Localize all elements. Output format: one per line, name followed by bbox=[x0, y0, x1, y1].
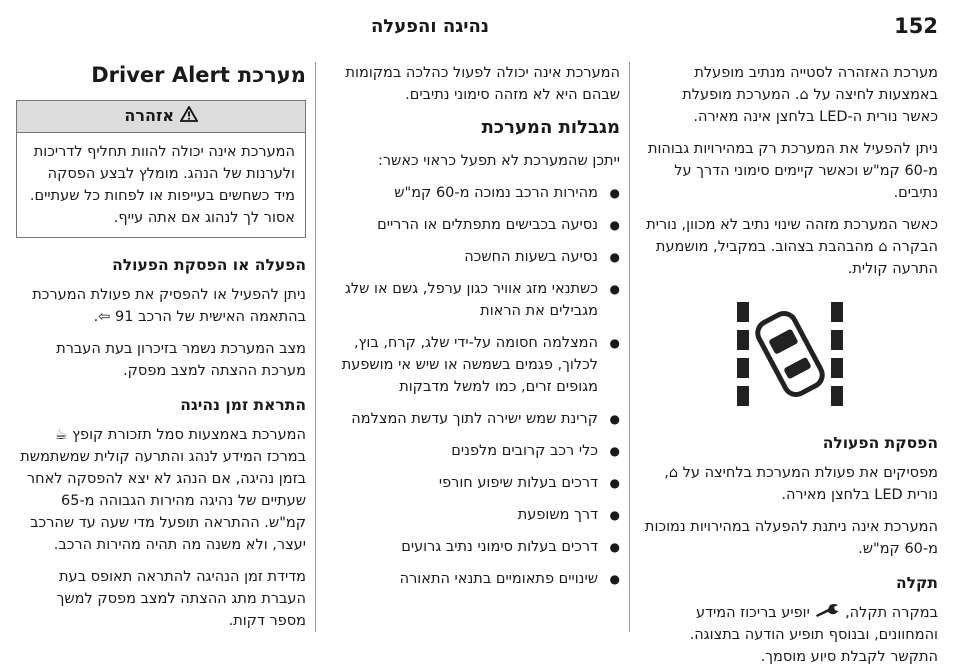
column-divider bbox=[315, 62, 316, 632]
on-off-heading: הפעלה או הפסקת הפעולה bbox=[112, 255, 306, 274]
warning-header bbox=[17, 101, 305, 133]
column-left bbox=[16, 62, 306, 632]
page-header bbox=[0, 0, 960, 46]
list-item: ● דרך משופעת bbox=[330, 504, 620, 526]
list-item: ● שינויים פתאומיים בתנאי התאורה bbox=[330, 568, 620, 590]
lane-departure-detection: כאשר המערכת מזהה שינוי נתיב לא מכוון, נורית הבקרה ⌂ מהבהבת בצהוב. במקביל, מושמעת התרעה קולית. bbox=[646, 217, 938, 277]
lane-departure-intro: מערכת האזהרה לסטייה מנתיב מופעלת באמצעות לחיצה על ⌂. המערכת מופעלת כאשר נורית ה-LED בלחצן אינה מאירה. bbox=[682, 65, 938, 125]
warning-text: המערכת אינה יכולה להוות תחליף לדריכות ולערנות של הנהג. מומלץ לבצע הפסקה מיד כשחשים בעייפות או לפחות כל שעתיים. אסור לך לנהוג אם אתה עייף. bbox=[29, 143, 295, 226]
warning-label: אזהרה bbox=[124, 106, 175, 125]
column-middle bbox=[330, 62, 620, 632]
lane-departure-icon bbox=[715, 294, 865, 414]
column-right bbox=[642, 62, 938, 665]
list-item: ● נסיעה בשעות החשכה bbox=[330, 246, 620, 268]
warning-box bbox=[16, 100, 306, 238]
wrench-icon bbox=[814, 602, 840, 624]
list-item: ● קרינת שמש ישירה לתוך עדשת המצלמה bbox=[330, 408, 620, 430]
column-divider bbox=[629, 62, 630, 632]
section-title-hebrew: מערכת bbox=[237, 63, 306, 87]
list-item: ● המצלמה חסומה על-ידי שלג, קרח, בוץ, לכלוך, פגמים בשמשה או שיש אי מושפעת מגופים זרים, כמו למשל מדבקות bbox=[330, 332, 620, 398]
memory-text: מצב המערכת נשמר בזיכרון בעת העברת מערכת ההצתה למצב מפסק. bbox=[56, 340, 306, 379]
list-item: ● מהירות הרכב נמוכה מ-60 קמ"ש bbox=[330, 182, 620, 204]
driving-time-heading: התראת זמן נהיגה bbox=[180, 395, 306, 414]
running-head: נהיגה והפעלה bbox=[370, 16, 490, 37]
list-item: ● דרכים בעלות שיפוע חורפי bbox=[330, 472, 620, 494]
section-title-latin: Driver Alert bbox=[91, 63, 230, 87]
list-item: ● כלי רכב קרובים מלפנים bbox=[330, 440, 620, 462]
deactivation-text: מפסיקים את פעולת המערכת בלחיצה על ⌂, נורית LED בלחצן מאירה. bbox=[664, 465, 938, 503]
deactivation-heading: הפסקת הפעולה bbox=[822, 434, 938, 452]
fault-text-post: יופיע בריכוז המידע והמחוונים, ובנוסף תופיע הודעה בתצוגה. התקשר לקבלת סיוע מוסמך. bbox=[689, 605, 938, 665]
section-title bbox=[16, 62, 306, 88]
limits-intro: המערכת אינה יכולה לפעול כהלכה במקומות שבהם היא לא מזהה סימוני נתיבים. bbox=[345, 65, 620, 103]
limits-lead: ייתכן שהמערכת לא תפעל כראוי כאשר: bbox=[377, 153, 620, 169]
reset-text: מדידת זמן הנהיגה להתראה תאופס בעת העברת מתג ההצתה למצב מפסק למשך מספר דקות. bbox=[56, 568, 306, 629]
list-item: ● דרכים בעלות סימוני נתיב גרועים bbox=[330, 536, 620, 558]
on-off-text: ניתן להפעיל או להפסיק את פעולת המערכת בהתאמה האישית של הרכב 91 ⇦. bbox=[32, 286, 306, 325]
warning-triangle-icon bbox=[180, 106, 198, 128]
fault-text bbox=[642, 602, 938, 668]
system-limits-heading: מגבלות המערכת bbox=[481, 117, 620, 138]
lane-departure-speed: ניתן להפעיל את המערכת רק במהירויות גבוהות מ-60 קמ"ש וכאשר קיימים סימוני הדרך על נתיבים. bbox=[647, 141, 938, 201]
list-item: ● כשתנאי מזג אוויר כגון ערפל, גשם או שלג מגבילים את הראות bbox=[330, 278, 620, 322]
list-item: ● נסיעה בכבישים מתפתלים או הרריים bbox=[330, 214, 620, 236]
limits-list bbox=[330, 182, 620, 590]
fault-text-pre: במקרה תקלה, bbox=[845, 605, 938, 621]
deactivation-speed: המערכת אינה ניתנת להפעלה במהירויות נמוכות מ-60 קמ"ש. bbox=[644, 519, 938, 557]
driving-time-text: המערכת באמצעות סמל תזכורת קופץ ☕ במרכז המידע לנהג והתרעה קולית שמשתמשת בזמן נהיגה, אם הנהג לא יצא להפסקה לאחר שעתיים של נהיגה מהירות הגבוהה מ-65 קמ"ש. ההתראה תופעל מדי שעה עד שהרכב יעצר, ולא משנה מה תהיה מהירות הרכב. bbox=[20, 426, 306, 553]
page-number: 152 bbox=[894, 14, 938, 38]
fault-heading: תקלה bbox=[895, 574, 938, 592]
